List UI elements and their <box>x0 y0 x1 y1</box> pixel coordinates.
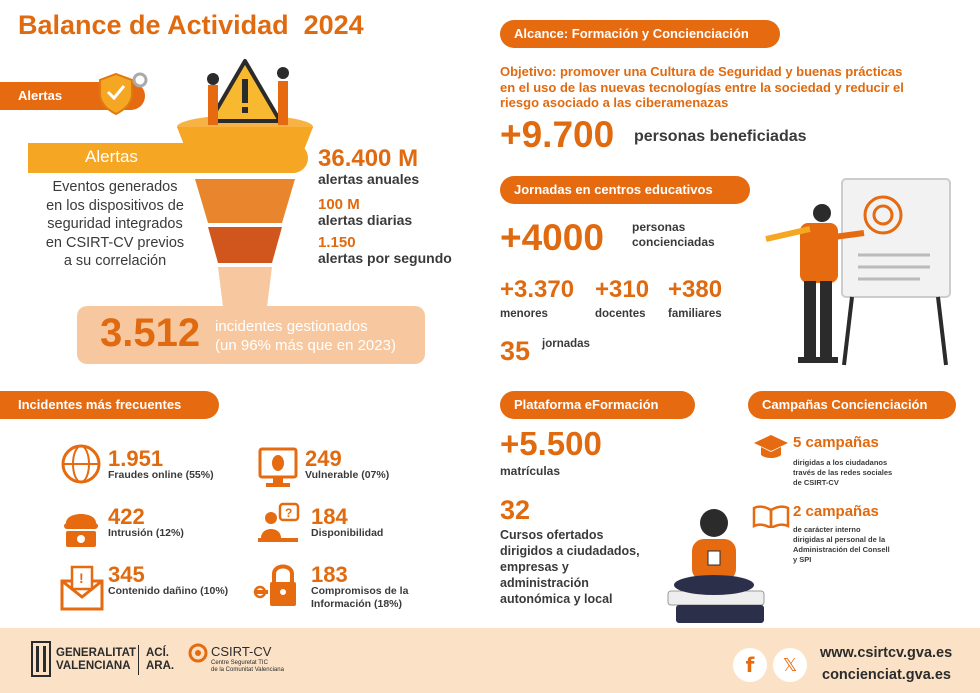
alertas-description: Eventos generados en los dispositivos de seguridad integrados en CSIRT-CV previos a su correlación <box>45 179 185 269</box>
cursos-label: Cursos ofertados dirigidos a ciudadados, empresas y administración autonómica y local <box>500 528 640 606</box>
incident-label: Vulnerable (07%) <box>305 469 390 481</box>
csirt-logo-icon <box>188 643 208 663</box>
matriculas-value: +5.500 <box>500 425 602 462</box>
csirt-text: CSIRT-CV <box>211 644 272 659</box>
incident-label: Disponibilidad <box>311 527 384 539</box>
incident-value: 184 <box>311 504 348 529</box>
beneficiadas-value: +9.700 <box>500 114 615 155</box>
campana-value: 5 campañas <box>793 434 879 451</box>
breakdown-label: docentes <box>595 308 646 320</box>
generalitat-text: GENERALITAT VALENCIANA <box>56 647 137 672</box>
open-book-icon <box>752 504 790 528</box>
generalitat-logo-icon <box>30 640 52 678</box>
globe-icon <box>60 443 102 485</box>
alertas-pill: Alertas <box>0 82 145 110</box>
concienciadas-value: +4000 <box>500 217 604 258</box>
campana-desc: de carácter interno dirigidas al personal de la Administración del Consell y SPI <box>793 525 890 564</box>
shield-gear-icon <box>96 68 152 120</box>
svg-text:!: ! <box>79 570 84 586</box>
funnel-label-band <box>28 143 308 173</box>
alert-stat-label: alertas anuales <box>318 171 420 187</box>
padlock-key-icon <box>252 562 302 608</box>
page-title: Balance de Actividad 2024 <box>18 10 364 40</box>
breakdown-value: +380 <box>668 276 723 303</box>
alert-stat-value: 36.400 M <box>318 145 419 172</box>
incident-label: Compromisos de la Información (18%) <box>311 585 409 610</box>
plataforma-pill: Plataforma eFormación <box>500 391 695 419</box>
incidentes-pill: Incidentes más frecuentes <box>0 391 219 419</box>
incidents-value: 3.512 <box>100 311 201 355</box>
x-icon: 𝕏 <box>782 654 798 676</box>
alert-stat-second <box>318 234 452 265</box>
incident-value: 249 <box>305 446 342 471</box>
question-person-icon <box>256 502 302 546</box>
presenter-illustration <box>760 175 960 370</box>
incident-label: Contenido dañino (10%) <box>108 585 229 597</box>
breakdown-label: familiares <box>668 308 722 320</box>
csirt-subtitle: Centre Seguretat TIC de la Comunitat Valenciana <box>211 660 284 673</box>
alert-stat-value: 1.150 <box>318 234 356 251</box>
incidents-label: incidentes gestionados (un 96% más que en 2023) <box>215 318 396 354</box>
alcance-pill: Alcance: Formación y Concienciación <box>500 20 780 48</box>
graduation-cap-icon <box>752 433 790 461</box>
envelope-alert-icon <box>60 563 104 611</box>
incident-value: 345 <box>108 562 145 587</box>
alert-stat-daily <box>318 196 412 227</box>
objetivo-text: Objetivo: promover una Cultura de Seguridad y buenas prácticas en el uso de las nuevas tecnologías entre la sociedad y reducir el riesgo asociado a las ciberamenazas <box>500 64 904 110</box>
alert-stat-annual <box>318 146 419 186</box>
url-csirtcv-link[interactable]: www.csirtcv.gva.es <box>820 645 953 661</box>
alert-stat-value: 100 M <box>318 196 360 213</box>
jornadas-label: jornadas <box>542 338 590 350</box>
jornadas-pill: Jornadas en centros educativos <box>500 176 750 204</box>
breakdown-value: +310 <box>595 276 650 303</box>
incident-value: 422 <box>108 504 145 529</box>
campanas-pill: Campañas Concienciación <box>748 391 956 419</box>
footer-divider <box>138 645 139 675</box>
x-button[interactable] <box>773 648 807 682</box>
svg-text:?: ? <box>285 506 293 520</box>
beneficiadas-label: personas beneficiadas <box>634 128 807 145</box>
matriculas-label: matrículas <box>500 464 561 478</box>
breakdown-value: +3.370 <box>500 276 575 303</box>
url-concienciat-link[interactable]: concienciat.gva.es <box>822 667 951 683</box>
jornadas-value: 35 <box>500 336 531 366</box>
concienciadas-label: personas concienciadas <box>632 220 715 249</box>
campana-desc: dirigidas a los ciudadanos través de las redes sociales de CSIRT-CV <box>793 458 893 487</box>
incident-value: 1.951 <box>108 446 164 471</box>
aci-ara-text: ACÍ. ARA. <box>146 647 175 672</box>
alert-stat-label: alertas por segundo <box>318 250 452 266</box>
alert-stat-label: alertas diarias <box>318 212 413 228</box>
cursos-value: 32 <box>500 495 531 525</box>
incident-value: 183 <box>311 562 348 587</box>
facebook-icon: f <box>745 653 755 677</box>
facebook-button[interactable] <box>733 648 767 682</box>
incident-label: Intrusión (12%) <box>108 527 184 539</box>
incident-label: Fraudes online (55%) <box>108 469 214 481</box>
breakdown-label: menores <box>500 308 548 320</box>
bug-monitor-icon <box>258 447 298 489</box>
hacker-icon <box>60 503 102 549</box>
campana-value: 2 campañas <box>793 503 879 520</box>
funnel-label: Alertas <box>85 147 138 166</box>
